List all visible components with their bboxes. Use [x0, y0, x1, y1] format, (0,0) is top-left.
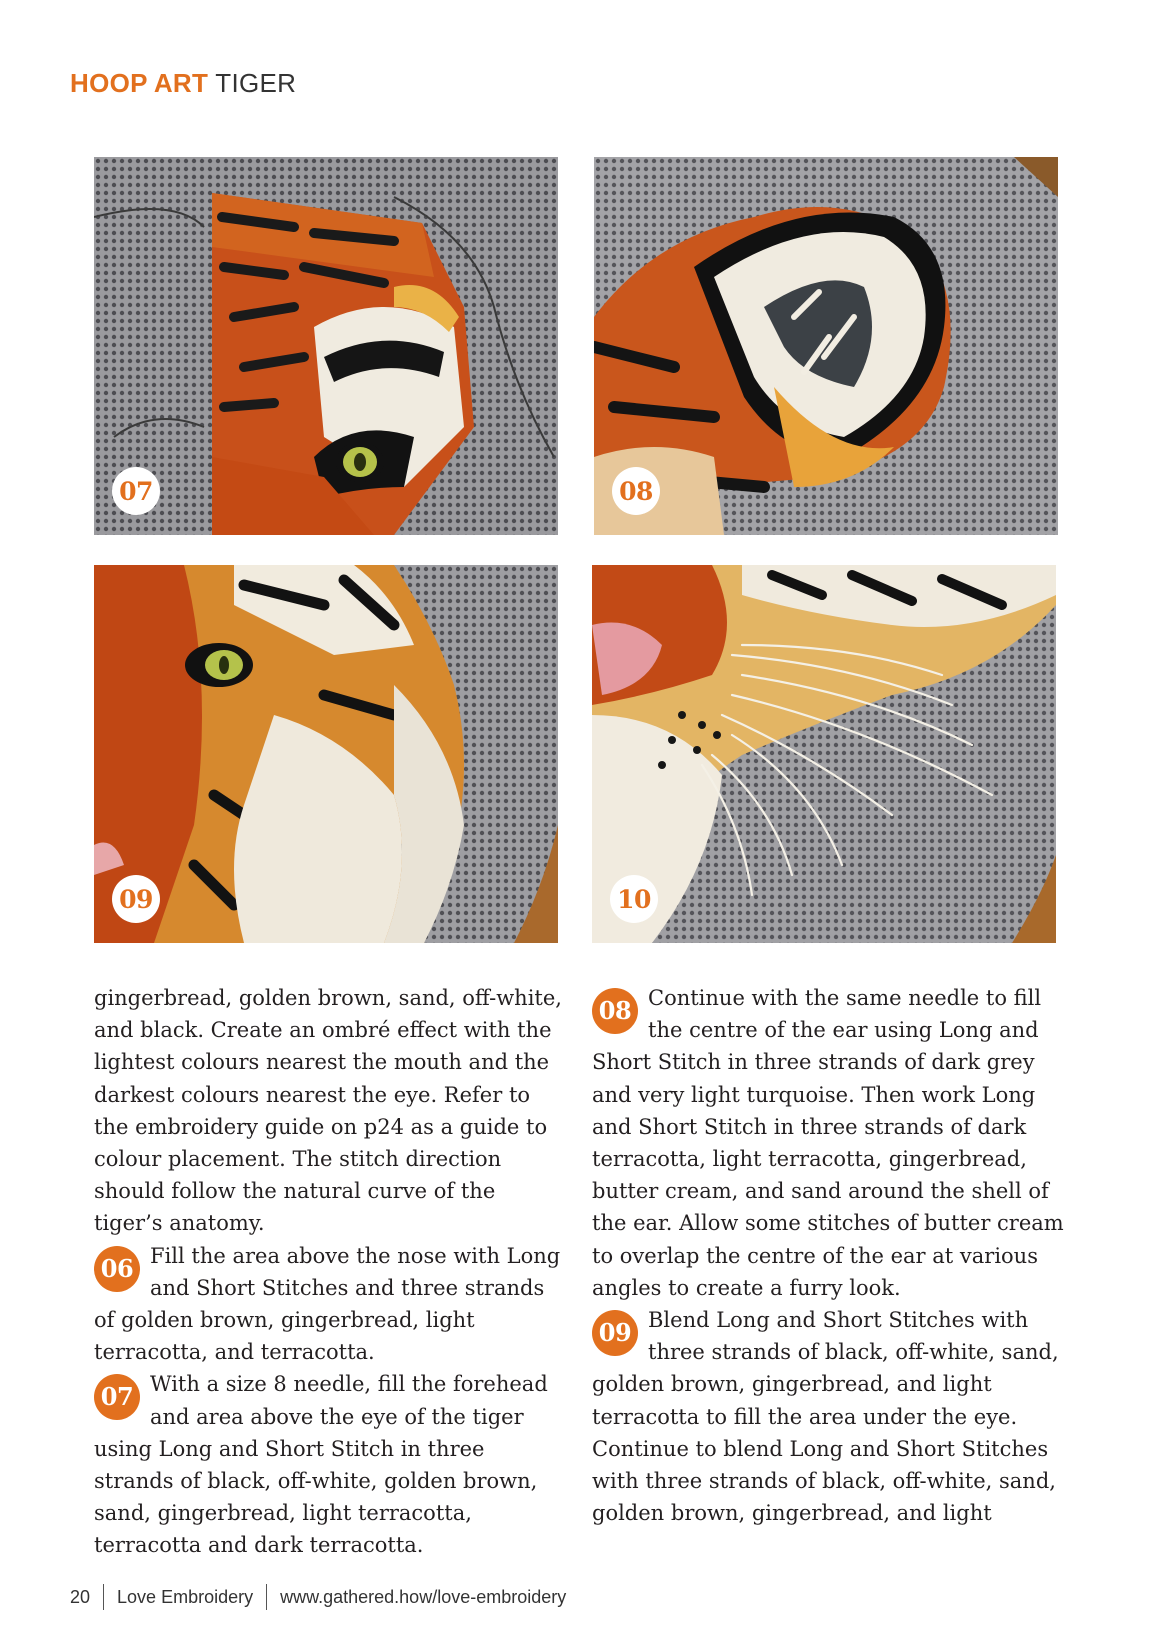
step-paragraph-08	[592, 982, 1066, 1304]
footer-divider	[103, 1584, 104, 1610]
step-number-badge: 08	[592, 988, 638, 1034]
step-text: With a size 8 needle, fill the forehead and area above the eye of the tiger using Long and Short Stitch in three strands of black, off-white, golden brown, sand, gingerbread, light terracotta, terracotta and dark terracotta.	[94, 1372, 548, 1558]
step-number-badge: 07	[112, 467, 160, 515]
step-number-badge: 10	[610, 875, 658, 923]
step-number-badge: 07	[94, 1374, 140, 1420]
step-number-badge: 06	[94, 1246, 140, 1292]
footer-divider	[266, 1584, 267, 1610]
step-text: Continue with the same needle to fill the centre of the ear using Long and Short Stitch in three strands of dark grey and very light turquoise. Then work Long and Short Stitch in three strands of dark terracotta, light terracotta, gingerbread, butter cream, and sand around the shell of the ear. Allow some stitches of butter cream to overlap the centre of the ear at various angles to create a furry look.	[592, 986, 1064, 1300]
page-number: 20	[70, 1586, 91, 1607]
text-column-left	[94, 982, 564, 1562]
step-paragraph-06	[94, 1240, 564, 1369]
step-text: Blend Long and Short Stitches with three strands of black, off-white, sand, golden brown, gingerbread, and light terracotta to fill the area under the eye. Continue to blend Long and Short Stitches with three strands of black, off-white, sand, golden brown, gingerbread, and light	[592, 1308, 1059, 1526]
step-number-badge: 09	[112, 875, 160, 923]
step-paragraph-09	[592, 1304, 1066, 1529]
step-number-badge: 08	[612, 467, 660, 515]
step-photo-08	[594, 157, 1058, 535]
text-column-right	[592, 982, 1066, 1529]
step-photo-09	[94, 565, 558, 943]
step-photo-07	[94, 157, 558, 535]
step-photo-10	[592, 565, 1056, 943]
section-title: HOOP ART	[70, 68, 209, 98]
subject-title: TIGER	[215, 68, 297, 98]
page-footer	[70, 1584, 566, 1610]
website-link[interactable]: www.gathered.how/love-embroidery	[280, 1586, 567, 1607]
step-number-badge: 09	[592, 1310, 638, 1356]
magazine-name: Love Embroidery	[117, 1586, 254, 1607]
page-header	[70, 68, 296, 99]
step-text: Fill the area above the nose with Long and Short Stitches and three strands of golden brown, gingerbread, light terracotta, and terracotta.	[94, 1243, 561, 1365]
step-paragraph-07	[94, 1368, 564, 1561]
intro-paragraph: gingerbread, golden brown, sand, off-white, and black. Create an ombré effect with the lightest colours nearest the mouth and the darkest colours nearest the eye. Refer to the embroidery guide on p24 as a guide to colour placement. The stitch direction should follow the natural curve of the tiger’s anatomy.	[94, 986, 562, 1236]
